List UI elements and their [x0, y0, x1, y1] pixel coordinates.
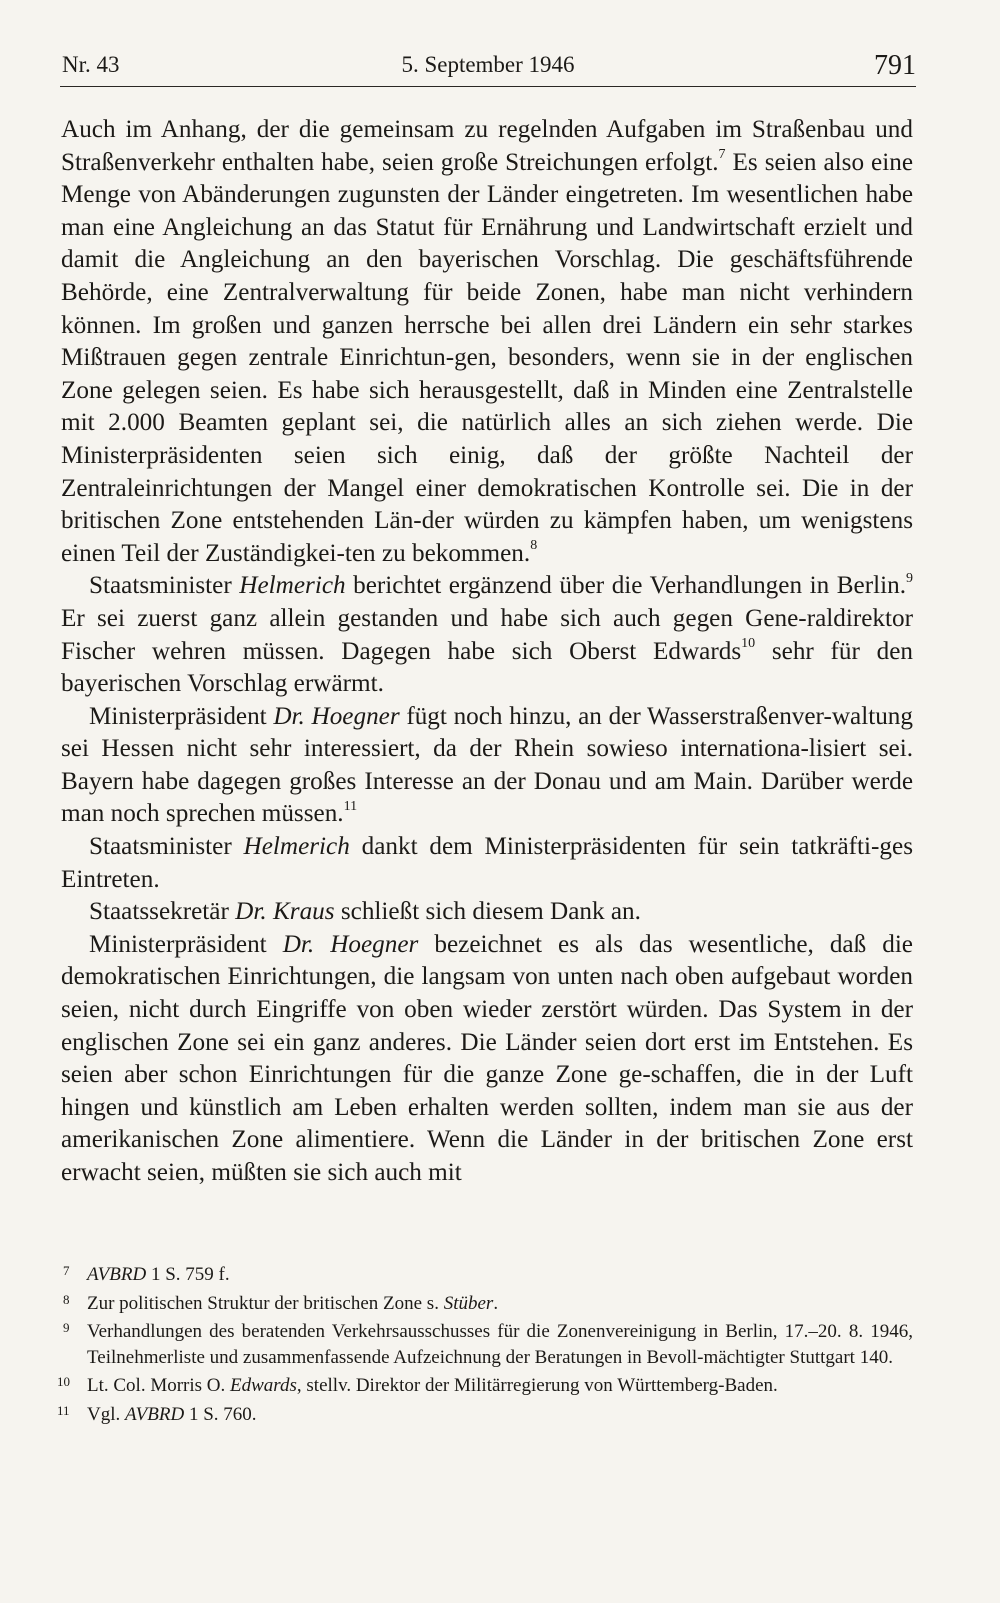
text-run: bezeichnet es als das wesentliche, daß die demokratischen Einrichtungen, die langsam von unten nach oben aufgebaut worden seien, nicht durch Eingriffe von oben wieder zerstört würden. Das System in der englischen Zone sei ein ganz anderes. Die Länder seien dort erst im Entstehen. Es seien aber schon Einrichtungen für die ganze Zone ge-schaffen, die in der Luft hingen und künstlich am Leben erhalten werden sollten, indem man sie aus der amerikanischen Zone alimentiere. Wenn die Länder in der britischen Zone erst erwacht seien, müßten sie sich auch mit: [61, 930, 913, 1186]
text-run: Staatssekretär: [89, 898, 236, 926]
footnote-reference: 8: [530, 538, 538, 554]
text-run: Vgl.: [87, 1403, 125, 1425]
text-run: Ministerpräsident: [89, 930, 283, 958]
footnote: [61, 1262, 913, 1288]
main-text: [61, 114, 913, 1190]
footnote-number: 10: [57, 1374, 70, 1389]
paragraph: [61, 114, 913, 570]
footnote-number: 8: [63, 1291, 70, 1307]
footnotes: [57, 1262, 913, 1430]
footnote-number: 11: [57, 1402, 70, 1418]
header-date: 5. September 1946: [401, 52, 575, 77]
page-number: 791: [874, 50, 916, 81]
running-header: [60, 46, 916, 87]
text-run: Verhandlungen des beratenden Verkehrsausschusses für die Zonenvereinigung in Berlin, 17.–20. 8. 1946, Teilnehmerliste und zusammenfassende Aufzeichnung der Beratungen in Bevoll-mächtigter Stuttgart 140.: [87, 1321, 913, 1368]
text-run: Ministerpräsident: [89, 702, 274, 730]
footnote: [61, 1319, 913, 1370]
italic-name: Helmerich: [239, 572, 346, 600]
text-run: fügt noch hinzu, an der Wasserstraßenver-waltung sei Hessen nicht sehr interessiert, da der Rhein sowieso internationa-lisiert sei. Bayern habe dagegen großes Interesse an der Donau und am Main. Darüber werde man noch sprechen müssen.: [61, 702, 913, 828]
footnote-reference: 9: [906, 570, 914, 586]
text-run: , stellv. Direktor der Militärregierung von Württemberg-Baden.: [296, 1375, 778, 1396]
text-run: Staatsminister: [89, 833, 244, 861]
text-run: dankt dem Ministerpräsidenten für sein tatkräfti-ges Eintreten.: [61, 833, 913, 893]
footnote-number: 7: [63, 1263, 70, 1278]
text-run: 1 S. 760.: [184, 1403, 257, 1425]
text-run: schließt sich diesem Dank an.: [334, 898, 641, 926]
italic-name: Dr. Hoegner: [273, 702, 400, 730]
text-run: berichtet ergänzend über die Verhandlungen in Berlin.: [345, 572, 907, 600]
italic-name: Helmerich: [243, 833, 350, 861]
text-run: Er sei zuerst ganz allein gestanden und habe sich auch gegen Gene-raldirektor Fischer wehren müssen. Dagegen habe sich Oberst Edwards: [61, 604, 913, 665]
footnote-reference: 10: [741, 636, 756, 652]
italic-name: Dr. Hoegner: [282, 930, 419, 958]
text-run: Staatsminister: [89, 572, 240, 600]
footnote-number: 9: [63, 1320, 70, 1335]
paragraph: [61, 701, 913, 831]
text-run: .: [493, 1292, 499, 1314]
footnote-reference: 7: [718, 147, 726, 163]
paragraph: [61, 831, 913, 896]
footnote: [57, 1402, 913, 1428]
footnote: [61, 1291, 913, 1317]
text-run: Es seien also eine Menge von Abänderungen zugunsten der Länder eingetreten. Im wesentlichen habe man eine Angleichung an das Statut für Ernährung und Landwirtschaft erzielt und damit die Angleichung an den bayerischen Vorschlag. Die geschäftsführende Behörde, eine Zentralverwaltung für beide Zonen, habe man nicht verhindern können. Im großen und ganzen herrsche bei allen drei Ländern ein sehr starkes Mißtrauen gegen zentrale Einrichtun-gen, besonders, wenn sie in der englischen Zone gelegen seien. Es habe sich herausgestellt, daß in Minden eine Zentralstelle mit 2.000 Beamten geplant sei, die natürlich alles an sich ziehen werde. Die Ministerpräsidenten seien sich einig, daß der größte Nachteil der Zentraleinrichtungen der Mangel einer demokratischen Kontrolle sei. Die in der britischen Zone entstehenden Län-der würden zu kämpfen haben, um wenigstens einen Teil der Zuständigkei-ten zu bekommen.: [61, 148, 913, 567]
text-run: Lt. Col. Morris O.: [87, 1375, 231, 1396]
footnote: [57, 1373, 913, 1399]
text-run: Auch im Anhang, der die gemeinsam zu regelnden Aufgaben im Straßenbau und Straßenverkehr enthalten habe, seien große Streichungen erfolgt.: [61, 116, 913, 176]
text-run: 1 S. 759 f.: [146, 1264, 230, 1285]
issue-number: Nr. 43: [62, 52, 120, 77]
text-run: Zur politischen Struktur der britischen Zone s.: [87, 1292, 444, 1314]
italic-name: Stüber: [443, 1292, 494, 1314]
italic-name: Edwards: [230, 1375, 297, 1396]
paragraph: [61, 929, 913, 1190]
footnote-reference: 11: [343, 799, 358, 815]
paragraph: [61, 570, 913, 700]
paragraph: [61, 896, 913, 929]
italic-name: Dr. Kraus: [235, 898, 335, 926]
italic-name: AVBRD: [87, 1264, 147, 1285]
text-run: sehr für den bayerischen Vorschlag erwärmt.: [61, 637, 913, 698]
italic-name: AVBRD: [125, 1403, 185, 1425]
